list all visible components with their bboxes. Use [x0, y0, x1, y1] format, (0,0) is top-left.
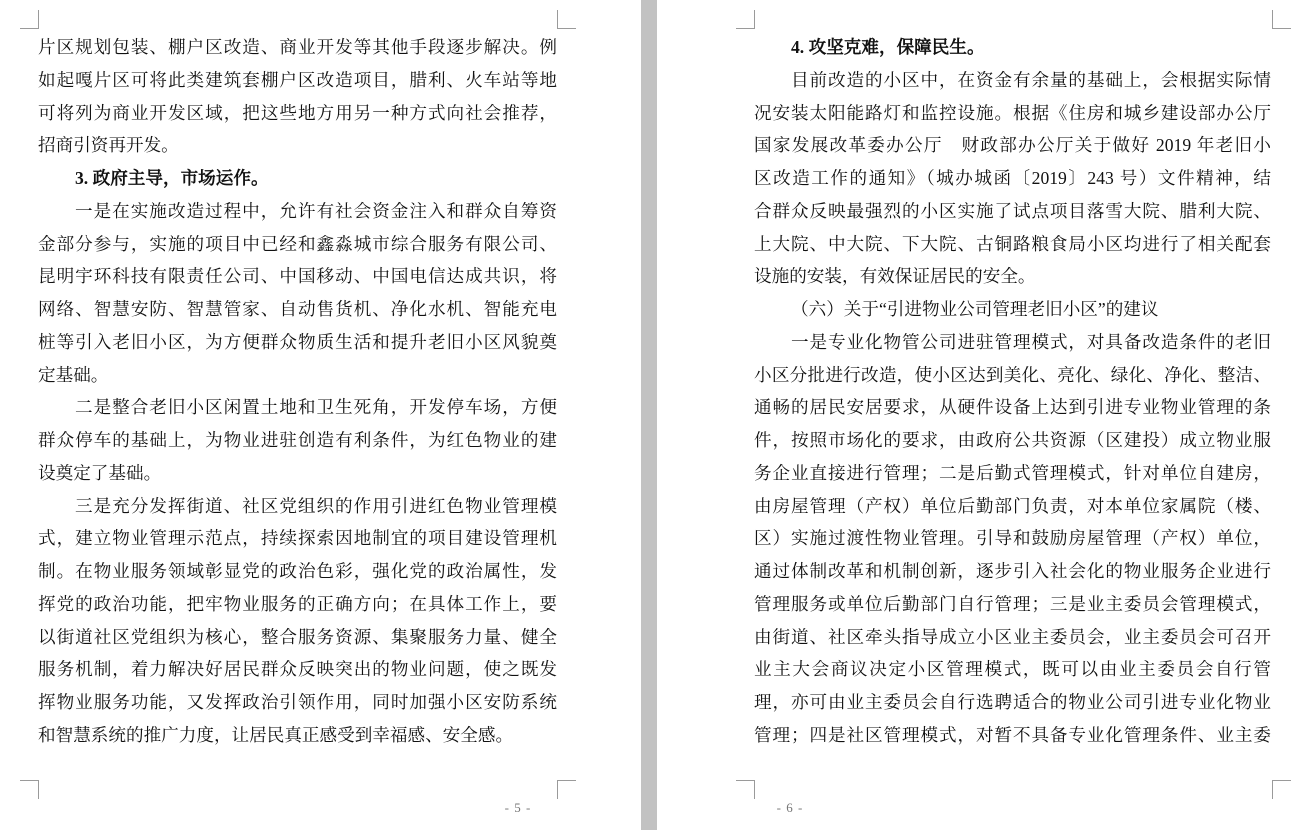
section-heading [754, 31, 1271, 64]
text-line: 可将列为商业开发区域，把这些地方用另一种方式向社会推荐， [38, 102, 557, 123]
text-line: 管理服务或单位后勤部门自行管理；三是业主委员会管理模式， [754, 593, 1271, 614]
text-line: 定基础。 [38, 364, 109, 385]
text-line: 二是整合老旧小区闲置土地和卫生死角，开发停车场，方便 [75, 397, 557, 418]
paragraph [38, 195, 557, 392]
text-line: 片区规划包装、棚户区改造、商业开发等其他手段逐步解决。例 [38, 37, 557, 57]
subsection-heading [754, 293, 1271, 326]
crop-mark-bottom-left [736, 780, 755, 799]
text-line: 合群众反映最强烈的小区实施了试点项目落雪大院、腊利大院、 [754, 200, 1271, 221]
text-line: 业主大会商议决定小区管理模式，既可以由业主委员会自行管 [754, 659, 1271, 680]
page-5 [0, 0, 641, 830]
text-line: 目前改造的小区中，在资金有余量的基础上，会根据实际情 [791, 69, 1271, 90]
text-line: 挥物业服务功能，又发挥政治引领作用，同时加强小区安防系统 [38, 692, 557, 712]
text-line: 以街道社区党组织为核心，整合服务资源、集聚服务力量、健全 [38, 626, 557, 647]
text-line: 小区分批进行改造，使小区达到美化、亮化、绿化、净化、整洁、 [754, 364, 1271, 385]
text-line: 理，亦可由业主委员会自行选聘适合的物业公司引进专业化物业 [754, 692, 1271, 712]
crop-mark-bottom-right [1272, 780, 1291, 799]
text-line: 上大院、中大院、下大院、古铜路粮食局小区均进行了相关配套 [754, 233, 1271, 254]
text-line: 设奠定了基础。 [38, 462, 162, 483]
crop-mark-top-right [1272, 10, 1291, 29]
text-line: 通畅的居民安居要求，从硬件设备上达到引进专业物业管理的条 [754, 397, 1271, 418]
paragraph [754, 326, 1271, 752]
page-6 [657, 0, 1298, 830]
text-line: 式，建立物业管理示范点，持续探索因地制宜的项目建设管理机 [38, 528, 557, 549]
text-line: 由房屋管理（产权）单位后勤部门负责，对本单位家属院（楼、 [754, 495, 1271, 516]
paragraph [38, 391, 557, 489]
crop-mark-top-right [557, 10, 576, 29]
text-line: 三是充分发挥街道、社区党组织的作用引进红色物业管理模 [75, 495, 557, 516]
crop-mark-top-left [20, 10, 39, 29]
text-line: 昆明宇环科技有限责任公司、中国移动、中国电信达成共识，将 [38, 266, 557, 287]
page-body [754, 31, 1271, 752]
text-line: 件，按照市场化的要求，由政府公共资源（区建投）成立物业服 [754, 430, 1271, 450]
text-line: 况安装太阳能路灯和监控设施。根据《住房和城乡建设部办公厅 [754, 102, 1271, 123]
paragraph [754, 64, 1271, 293]
text-line: 务企业直接进行管理；二是后勤式管理模式，针对单位自建房， [754, 462, 1271, 483]
text-line: 桩等引入老旧小区，为方便群众物质生活和提升老旧小区风貌奠 [38, 331, 557, 352]
text-line: 服务机制，着力解决好居民群众反映突出的物业问题，使之既发 [38, 659, 557, 680]
crop-mark-top-left [736, 10, 755, 29]
text-line: 群众停车的基础上，为物业进驻创造有利条件，为红色物业的建 [38, 430, 557, 450]
text-line: 招商引资再开发。 [38, 135, 179, 156]
heading-line: 4. 攻坚克难，保障民生。 [791, 37, 985, 57]
page-number: - 6 - [776, 800, 804, 815]
text-line: 管理；四是社区管理模式，对暂不具备专业化管理条件、业主委 [754, 724, 1271, 745]
heading-line: （六）关于“引进物业公司管理老旧小区”的建议 [791, 299, 1159, 319]
heading-line: 3. 政府主导，市场运作。 [75, 168, 269, 188]
crop-mark-bottom-left [20, 780, 39, 799]
page-body [38, 31, 557, 752]
text-line: 金部分参与，实施的项目中已经和鑫淼城市综合服务有限公司、 [38, 233, 557, 254]
text-line: 设施的安装，有效保证居民的安全。 [754, 266, 1036, 287]
text-line: 和智慧系统的推广力度，让居民真正感受到幸福感、安全感。 [38, 724, 514, 745]
text-line: 通过体制改革和机制创新，逐步引入社会化的物业服务企业进行 [754, 561, 1271, 581]
text-line: 国家发展改革委办公厅 财政部办公厅关于做好 2019 年老旧小 [754, 135, 1271, 156]
page-number: - 5 - [504, 800, 532, 815]
text-line: 由街道、社区牵头指导成立小区业主委员会，业主委员会可召开 [754, 626, 1271, 647]
text-line: 制。在物业服务领域彰显党的政治色彩，强化党的政治属性，发 [38, 561, 557, 581]
text-line: 区）实施过渡性物业管理。引导和鼓励房屋管理（产权）单位， [754, 528, 1271, 549]
paragraph [38, 31, 557, 162]
section-heading [38, 162, 557, 195]
text-line: 挥党的政治功能，把牢物业服务的正确方向；在具体工作上，要 [38, 593, 557, 614]
text-line: 一是专业化物管公司进驻管理模式，对具备改造条件的老旧 [791, 331, 1271, 352]
text-line: 一是在实施改造过程中，允许有社会资金注入和群众自筹资 [75, 200, 557, 221]
text-line: 如起嘎片区可将此类建筑套棚户区改造项目，腊利、火车站等地 [38, 69, 557, 90]
crop-mark-bottom-right [557, 780, 576, 799]
text-line: 网络、智慧安防、智慧管家、自动售货机、净化水机、智能充电 [38, 299, 557, 319]
paragraph [38, 490, 557, 752]
text-line: 区改造工作的通知》（城办城函〔2019〕243 号）文件精神，结 [754, 168, 1271, 188]
